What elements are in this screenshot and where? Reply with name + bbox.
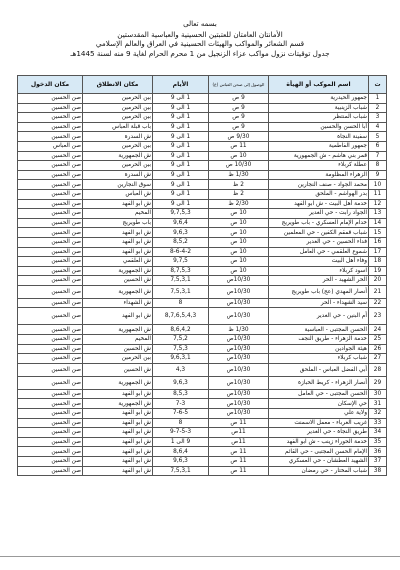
- cell-time: 10 ص: [209, 151, 269, 161]
- cell-time: 10/30ص: [209, 335, 269, 345]
- cell-start: ش ابو الفهد: [83, 466, 153, 476]
- cell-time: 9/30 ص: [209, 132, 269, 142]
- cell-arrival: صن الحسين: [18, 266, 83, 276]
- table-row: [18, 151, 387, 161]
- table-row: [18, 218, 387, 228]
- cell-days: 1 الى 9: [153, 103, 209, 113]
- cell-name: فداء الحسين - حي الغدير: [269, 237, 369, 247]
- cell-days: 8-6-4-2: [153, 247, 209, 257]
- cell-arrival: صن الحسين: [18, 389, 83, 399]
- cell-arrival: صن الحسين: [18, 170, 83, 180]
- cell-days: 1 الى 9: [153, 161, 209, 171]
- cell-days: 1 الى 9: [153, 189, 209, 199]
- cell-num: 16: [369, 237, 387, 247]
- table-row: [18, 437, 387, 447]
- cell-time: 11 ص: [209, 447, 269, 457]
- header-line-2: قسم الشعائر والمواكب والهيئات الحسينية في العراق والعالم الإسلامي: [95, 39, 305, 49]
- cell-start: ش ابو الفهد: [83, 237, 153, 247]
- cell-days: 8,5,2: [153, 237, 209, 247]
- cell-name: أنصار المهدي (عج) باب طويريج: [269, 285, 369, 298]
- cell-days: 7,5,2: [153, 335, 209, 345]
- page-bottom-rule: [0, 556, 400, 557]
- table-row: [18, 409, 387, 419]
- table-row: [18, 354, 387, 364]
- cell-time: 10 ص: [209, 247, 269, 257]
- cell-num: 14: [369, 218, 387, 228]
- cell-num: 31: [369, 399, 387, 409]
- cell-arrival: صن الحسين: [18, 409, 83, 419]
- table-row: [18, 103, 387, 113]
- cell-num: 36: [369, 447, 387, 457]
- col-header-days: الأيام: [153, 76, 209, 94]
- cell-name: شموع العلقمي - حي العامل: [269, 247, 369, 257]
- table-row: [18, 247, 387, 257]
- cell-arrival: صن الحسين: [18, 103, 83, 113]
- cell-start: ش الحسين: [83, 363, 153, 376]
- cell-time: 10 ص: [209, 209, 269, 219]
- cell-num: 13: [369, 209, 387, 219]
- cell-days: 8,6,4: [153, 447, 209, 457]
- table-row: [18, 228, 387, 238]
- cell-arrival: صن الحسين: [18, 428, 83, 438]
- cell-name: غريب الغرباء - معمل الاسمنت: [269, 418, 369, 428]
- cell-num: 3: [369, 113, 387, 123]
- cell-days: 1 الى 9: [153, 94, 209, 104]
- cell-num: 34: [369, 428, 387, 438]
- table-row: [18, 199, 387, 209]
- cell-name: جمهور الفاطمية: [269, 141, 369, 151]
- cell-days: 4,3: [153, 363, 209, 376]
- cell-name: الزهراء المظلومة: [269, 170, 369, 180]
- cell-num: 32: [369, 409, 387, 419]
- cell-name: أبا الحسن والحسين: [269, 122, 369, 132]
- cell-num: 33: [369, 418, 387, 428]
- cell-name: سيد الشهداء - الحر: [269, 298, 369, 308]
- table-row: [18, 298, 387, 308]
- cell-arrival: صن الحسين: [18, 285, 83, 298]
- table-row: [18, 170, 387, 180]
- table-row: [18, 257, 387, 267]
- cell-start: ش ابو الفهد: [83, 228, 153, 238]
- cell-time: 10/30ص: [209, 298, 269, 308]
- cell-start: ش ابو الفهد: [83, 428, 153, 438]
- cell-time: 10/30 ص: [209, 161, 269, 171]
- cell-start: بين الحرمين: [83, 103, 153, 113]
- cell-time: 10/30ص: [209, 399, 269, 409]
- table-row: [18, 389, 387, 399]
- cell-time: 11 ص: [209, 141, 269, 151]
- cell-arrival: صن الحسين: [18, 376, 83, 389]
- cell-name: الحسن المجتبى - العباسية: [269, 325, 369, 335]
- cell-days: 9,7,5: [153, 257, 209, 267]
- table-row: [18, 132, 387, 142]
- cell-name: حي الإسكان: [269, 399, 369, 409]
- cell-start: ش ابو الفهد: [83, 308, 153, 325]
- cell-arrival: صن الحسين: [18, 151, 83, 161]
- cell-num: 18: [369, 257, 387, 267]
- cell-time: 2 ظ: [209, 189, 269, 199]
- cell-arrival: صن الحسين: [18, 199, 83, 209]
- cell-num: 2: [369, 103, 387, 113]
- cell-num: 25: [369, 335, 387, 345]
- table-row: [18, 209, 387, 219]
- cell-arrival: صن الحسين: [18, 344, 83, 354]
- cell-name: أم البنين - حي الغدير: [269, 308, 369, 325]
- cell-days: 9 الى 1: [153, 437, 209, 447]
- cell-time: 10 ص: [209, 237, 269, 247]
- table-row: [18, 276, 387, 286]
- cell-arrival: صن الحسين: [18, 437, 83, 447]
- cell-days: 1 الى 9: [153, 122, 209, 132]
- table-row: [18, 376, 387, 389]
- table-row: [18, 180, 387, 190]
- cell-name: شباب الزينبية: [269, 103, 369, 113]
- table-row: [18, 266, 387, 276]
- table-row: [18, 189, 387, 199]
- cell-days: 1 الى 9: [153, 113, 209, 123]
- cell-time: 10/30ص: [209, 308, 269, 325]
- cell-start: ش الجمهورية: [83, 376, 153, 389]
- cell-start: ش ابو الفهد: [83, 447, 153, 457]
- cell-days: 1 الى 9: [153, 199, 209, 209]
- cell-name: الإمام الحسن المجتبى - حي القائم: [269, 447, 369, 457]
- cell-arrival: صن الحسين: [18, 298, 83, 308]
- table-row: [18, 161, 387, 171]
- cell-name: طريق النجاة - حي الغدير: [269, 428, 369, 438]
- cell-num: 15: [369, 228, 387, 238]
- cell-num: 38: [369, 466, 387, 476]
- cell-num: 19: [369, 266, 387, 276]
- cell-num: 7: [369, 151, 387, 161]
- table-row: [18, 141, 387, 151]
- cell-start: ش ابو الفهد: [83, 389, 153, 399]
- table-row: [18, 113, 387, 123]
- cell-time: 10 ص: [209, 228, 269, 238]
- cell-days: 1 الى 9: [153, 132, 209, 142]
- cell-arrival: صن الحسين: [18, 132, 83, 142]
- cell-start: ش السدرة: [83, 132, 153, 142]
- cell-time: 10/30ص: [209, 376, 269, 389]
- cell-time: 10/30ص: [209, 409, 269, 419]
- cell-name: الحر الشهيد - الحر: [269, 276, 369, 286]
- cell-start: ش ابو الفهد: [83, 199, 153, 209]
- cell-days: 8,7,6,5,4,3: [153, 308, 209, 325]
- cell-name: قمر بني هاشم - ش الجمهورية: [269, 151, 369, 161]
- cell-time: 1/30 ظ: [209, 325, 269, 335]
- cell-days: 7,5,3,1: [153, 466, 209, 476]
- cell-days: 1 الى 9: [153, 151, 209, 161]
- cell-arrival: صن العباس: [18, 141, 83, 151]
- table-row: [18, 399, 387, 409]
- cell-start: ش الحسين: [83, 276, 153, 286]
- cell-time: 10/30ص: [209, 344, 269, 354]
- cell-start: المخيم: [83, 209, 153, 219]
- cell-num: 10: [369, 180, 387, 190]
- cell-time: 2/30 ظ: [209, 199, 269, 209]
- cell-days: 9,6,3: [153, 457, 209, 467]
- cell-days: 7-6-5: [153, 409, 209, 419]
- cell-arrival: صن الحسين: [18, 354, 83, 364]
- col-header-start: مكان الانطلاق: [83, 76, 153, 94]
- cell-start: بين الحرمين: [83, 141, 153, 151]
- header-line-3: جدول توقيتات نزول مواكب عزاء الزنجيل من 1 محرم الحرام لغاية 9 منه لسنة 1445هـ: [70, 48, 330, 58]
- cell-arrival: صن الحسين: [18, 325, 83, 335]
- cell-start: بين الحرمين: [83, 161, 153, 171]
- cell-time: 9 ص: [209, 113, 269, 123]
- cell-name: خدمة الزهراء - طريق النجف: [269, 335, 369, 345]
- cell-start: بين الحرمين: [83, 94, 153, 104]
- cell-start: ش الحسين: [83, 344, 153, 354]
- cell-arrival: صن الحسين: [18, 335, 83, 345]
- cell-name: سفينة النجاة: [269, 132, 369, 142]
- cell-arrival: صن الحسين: [18, 466, 83, 476]
- cell-start: ش الجمهورية: [83, 266, 153, 276]
- cell-name: وفاء أهل البيت: [269, 257, 369, 267]
- cell-days: 8,6,4,2: [153, 325, 209, 335]
- cell-arrival: صن الحسين: [18, 457, 83, 467]
- table-row: [18, 335, 387, 345]
- cell-start: ش ابو الفهد: [83, 437, 153, 447]
- cell-num: 9: [369, 170, 387, 180]
- cell-start: باب طويريج: [83, 218, 153, 228]
- cell-num: 11: [369, 189, 387, 199]
- cell-num: 27: [369, 354, 387, 364]
- table-row: [18, 428, 387, 438]
- cell-name: شباب كربلاء: [269, 354, 369, 364]
- cell-time: 11 ص: [209, 466, 269, 476]
- cell-arrival: صن الحسين: [18, 276, 83, 286]
- cell-num: 26: [369, 344, 387, 354]
- cell-days: 7,5,3,1: [153, 276, 209, 286]
- cell-num: 12: [369, 199, 387, 209]
- cell-name: خدمة الحوراء زينب - ش ابو الفهد: [269, 437, 369, 447]
- cell-time: 10 ص: [209, 257, 269, 267]
- table-row: [18, 418, 387, 428]
- cell-days: 9,6,3: [153, 228, 209, 238]
- cell-time: 11 ص: [209, 418, 269, 428]
- cell-num: 24: [369, 325, 387, 335]
- table-body: [18, 94, 387, 476]
- cell-days: 9,6,3: [153, 376, 209, 389]
- table-row: [18, 308, 387, 325]
- cell-arrival: صن الحسين: [18, 228, 83, 238]
- cell-days: 9-7-5-3: [153, 428, 209, 438]
- schedule-table: [17, 75, 387, 476]
- cell-num: 1: [369, 94, 387, 104]
- cell-arrival: صن الحسين: [18, 189, 83, 199]
- cell-arrival: صن الحسين: [18, 161, 83, 171]
- cell-arrival: صن الحسين: [18, 237, 83, 247]
- cell-start: ش العباس: [83, 189, 153, 199]
- cell-time: 10/30ص: [209, 354, 269, 364]
- cell-name: عطلة كربلاء: [269, 161, 369, 171]
- table-row: [18, 122, 387, 132]
- cell-start: ش الجمهورية: [83, 325, 153, 335]
- cell-start: المخيم: [83, 335, 153, 345]
- cell-arrival: صن الحسين: [18, 94, 83, 104]
- cell-arrival: صن الحسين: [18, 447, 83, 457]
- col-header-num: ت: [369, 76, 387, 94]
- cell-num: 20: [369, 276, 387, 286]
- cell-days: 1 الى 9: [153, 141, 209, 151]
- col-header-arrival: مكان الدخول: [18, 76, 83, 94]
- cell-time: 11ص: [209, 428, 269, 438]
- cell-time: 10/30ص: [209, 276, 269, 286]
- cell-name: الحسن المجتبى - حي العامل: [269, 389, 369, 399]
- cell-time: 9 ص: [209, 103, 269, 113]
- cell-name: شباب المختار - حي رمضان: [269, 466, 369, 476]
- cell-time: 11ص: [209, 437, 269, 447]
- cell-name: أبي الفضل العباس - الملحق: [269, 363, 369, 376]
- cell-start: ش الجمهورية: [83, 151, 153, 161]
- cell-name: جمهور الحيدرية: [269, 94, 369, 104]
- cell-time: 9 ص: [209, 122, 269, 132]
- cell-days: 8,5,3: [153, 389, 209, 399]
- cell-days: 1 الى 9: [153, 180, 209, 190]
- cell-time: 10 ص: [209, 218, 269, 228]
- cell-name: محمد الجواد - صنف النجارين: [269, 180, 369, 190]
- cell-time: 10/30ص: [209, 363, 269, 376]
- cell-name: خدمة أهل البيت - ش ابو الفهد: [269, 199, 369, 209]
- cell-start: ش العلقمي: [83, 257, 153, 267]
- cell-days: 8,7,5,3: [153, 266, 209, 276]
- cell-num: 6: [369, 141, 387, 151]
- table-row: [18, 447, 387, 457]
- cell-num: 22: [369, 298, 387, 308]
- cell-days: 7,5,3,1: [153, 285, 209, 298]
- cell-days: 1 الى 9: [153, 170, 209, 180]
- cell-start: ش الشهداء: [83, 298, 153, 308]
- header-line-1: الأمانتان العامتان للعتبتين الحسينية والعباسية المقدستين: [117, 29, 283, 39]
- table-row: [18, 363, 387, 376]
- cell-num: 30: [369, 389, 387, 399]
- cell-name: أنصار الزهراء - كريط الخبازة: [269, 376, 369, 389]
- cell-num: 17: [369, 247, 387, 257]
- col-header-time: الوصول إلى صحن العباس (ع): [209, 76, 269, 94]
- cell-arrival: صن الحسين: [18, 113, 83, 123]
- cell-arrival: صن الحسين: [18, 257, 83, 267]
- cell-arrival: صن الحسين: [18, 308, 83, 325]
- table-row: [18, 466, 387, 476]
- cell-start: سوق النجارين: [83, 180, 153, 190]
- basmala: بسمه تعالى: [183, 20, 217, 28]
- col-header-name: اسم الموكب أو الهيأة: [269, 76, 369, 94]
- cell-arrival: صن الحسين: [18, 122, 83, 132]
- table-row: [18, 94, 387, 104]
- cell-start: ش الجمهورية: [83, 399, 153, 409]
- cell-time: 11 ص: [209, 457, 269, 467]
- cell-name: هيئة الجوادين: [269, 344, 369, 354]
- cell-start: ش الجمهورية: [83, 285, 153, 298]
- cell-arrival: صن الحسين: [18, 247, 83, 257]
- cell-time: 10 ص: [209, 266, 269, 276]
- cell-num: 5: [369, 132, 387, 142]
- cell-days: 8: [153, 298, 209, 308]
- cell-days: 9,7,5,3: [153, 209, 209, 219]
- cell-arrival: صن الحسين: [18, 399, 83, 409]
- cell-time: 10/30ص: [209, 389, 269, 399]
- cell-num: 23: [369, 308, 387, 325]
- cell-name: بدر الهواشم - الملحق: [269, 189, 369, 199]
- cell-name: شباب قمقم الكفين - حي المعلمين: [269, 228, 369, 238]
- cell-arrival: صن الحسين: [18, 209, 83, 219]
- table-row: [18, 325, 387, 335]
- cell-num: 28: [369, 363, 387, 376]
- cell-time: 10/30ص: [209, 285, 269, 298]
- cell-start: ش ابو الفهد: [83, 457, 153, 467]
- cell-num: 8: [369, 161, 387, 171]
- cell-start: بين الحرمين: [83, 113, 153, 123]
- cell-start: ش ابو الفهد: [83, 409, 153, 419]
- cell-name: الجواد رابت - حي الغدير: [269, 209, 369, 219]
- cell-days: 8: [153, 418, 209, 428]
- cell-time: 1/30 ظ: [209, 170, 269, 180]
- cell-num: 21: [369, 285, 387, 298]
- cell-time: 2 ظ: [209, 180, 269, 190]
- cell-name: شباب المنتظر: [269, 113, 369, 123]
- cell-time: 9 ص: [209, 94, 269, 104]
- cell-days: 7-3: [153, 399, 209, 409]
- cell-start: ش السدرة: [83, 170, 153, 180]
- cell-arrival: صن الحسين: [18, 180, 83, 190]
- cell-days: 7,5,3: [153, 344, 209, 354]
- cell-days: 9,6,3,1: [153, 354, 209, 364]
- cell-num: 35: [369, 437, 387, 447]
- table-header-row: [18, 76, 387, 94]
- cell-start: ش ابو الفهد: [83, 418, 153, 428]
- cell-arrival: صن الحسين: [18, 418, 83, 428]
- cell-num: 37: [369, 457, 387, 467]
- cell-num: 4: [369, 122, 387, 132]
- cell-num: 29: [369, 376, 387, 389]
- cell-name: خدام الإمام العسكري - باب طويريج: [269, 218, 369, 228]
- cell-start: ش ابو الفهد: [83, 247, 153, 257]
- cell-arrival: صن الحسين: [18, 363, 83, 376]
- cell-days: 9,6,4: [153, 218, 209, 228]
- table-row: [18, 344, 387, 354]
- table-row: [18, 457, 387, 467]
- cell-start: بين الحرمين: [83, 354, 153, 364]
- cell-name: اسود كربلاء: [269, 266, 369, 276]
- document-header: [0, 20, 400, 58]
- cell-name: ولاية علي: [269, 409, 369, 419]
- cell-start: باب قبلة العباس: [83, 122, 153, 132]
- table-row: [18, 237, 387, 247]
- cell-name: الشهيد العطشان - حي العسكري: [269, 457, 369, 467]
- table-row: [18, 285, 387, 298]
- cell-arrival: صن الحسين: [18, 218, 83, 228]
